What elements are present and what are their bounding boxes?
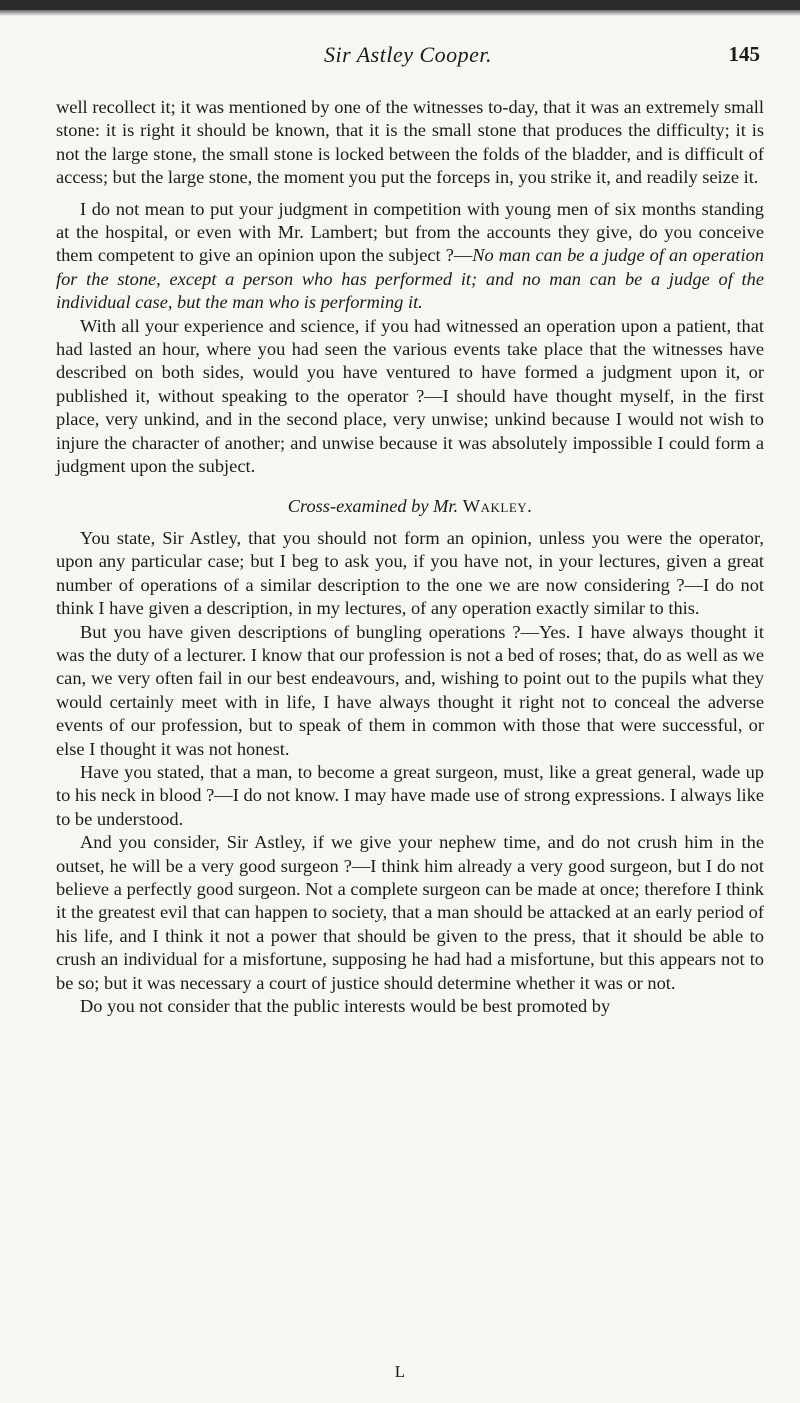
section-heading	[56, 495, 764, 518]
page-number: 145	[728, 42, 760, 66]
paragraph-stone-explanation: well recollect it; it was mentioned by one of the witnesses to-day, that it was an extremely small stone: it is right it should be known, that it is the small stone that produces the difficulty; it is not the large stone, the small stone is locked between the folds of the bladder, and is difficult of access; but the large stone, the moment you put the forceps in, you strike it, and readily seize it.	[56, 97, 764, 188]
answer-text: No man can be a judge of an operation for the stone, except a person who has performed it; and no man can be a judge of the individual case, but the man who is performing it.	[56, 245, 764, 313]
body-text	[56, 96, 764, 1018]
paragraph-public-interests: Do you not consider that the public interests would be best promoted by	[80, 996, 611, 1017]
paragraph-great-surgeon: Have you stated, that a man, to become a great surgeon, must, like a great general, wade up to his neck in blood ?—I do not know. I may have made use of strong expressions. I always like to be understood.	[56, 761, 764, 829]
paragraph-judgment-question	[56, 198, 764, 315]
question-text: I do not mean to put your judgment in competition with young men of six months standing at the hospital, or even with Mr. Lambert; but from the accounts they give, do you conceive them competent to give an opinion upon the subject ?—	[56, 198, 764, 266]
scan-top-edge	[0, 0, 800, 10]
section-heading-prefix: Cross-examined by Mr.	[287, 495, 463, 516]
examiner-name: Wakley.	[462, 495, 533, 516]
paragraph-nephew: And you consider, Sir Astley, if we give your nephew time, and do not crush him in the outset, he will be a very good surgeon ?—I think him already a very good surgeon, but I do not believe a perfectly good surgeon. Not a complete surgeon can be made at once; therefore I think it the greatest evil that can happen to society, that a man should be attacked at an early period of his life, and I think it not a power that should be given to the press, that it should be able to crush an individual for a misfortune, supposing he had had a misfortune, but this appears not to be so; but it was necessary a court of justice should determine whether it was or not.	[56, 832, 764, 993]
paragraph-experience: With all your experience and science, if you had witnessed an operation upon a patient, that had lasted an hour, where you had seen the various events take place that the witnesses have described on both sides, would you have ventured to have formed a judgment upon it, or published it, without speaking to the operator ?—I should have thought myself, in the first place, very unkind, and in the second place, very unwise; unkind because I would not wish to injure the character of another; and unwise because it was absolutely impossible I could form a judgment upon the subject.	[56, 315, 764, 477]
running-head: Sir Astley Cooper.	[323, 42, 493, 67]
signature-mark: L	[394, 1362, 406, 1381]
paragraph-bungling-operations: But you have given descriptions of bungling operations ?—Yes. I have always thought it was the duty of a lecturer. I know that our profession is not a bed of roses; that, do as well as we can, we very often fail in our best endeavours, and, wishing to point out to the pupils what they would certainly meet with in life, I have always thought it right not to conceal the adverse events of our profession, but to speak of them in common with those that were successful, or else I thought it was not honest.	[56, 621, 764, 759]
page-header	[56, 42, 760, 72]
paragraph-opinion-question: You state, Sir Astley, that you should not form an opinion, unless you were the operator, upon any particular case; but I beg to ask you, if you have not, in your lectures, given a great number of operations of a similar description to the one we are now considering ?—I do not think I have given a description, in my lectures, of any operation exactly similar to this.	[56, 527, 764, 619]
